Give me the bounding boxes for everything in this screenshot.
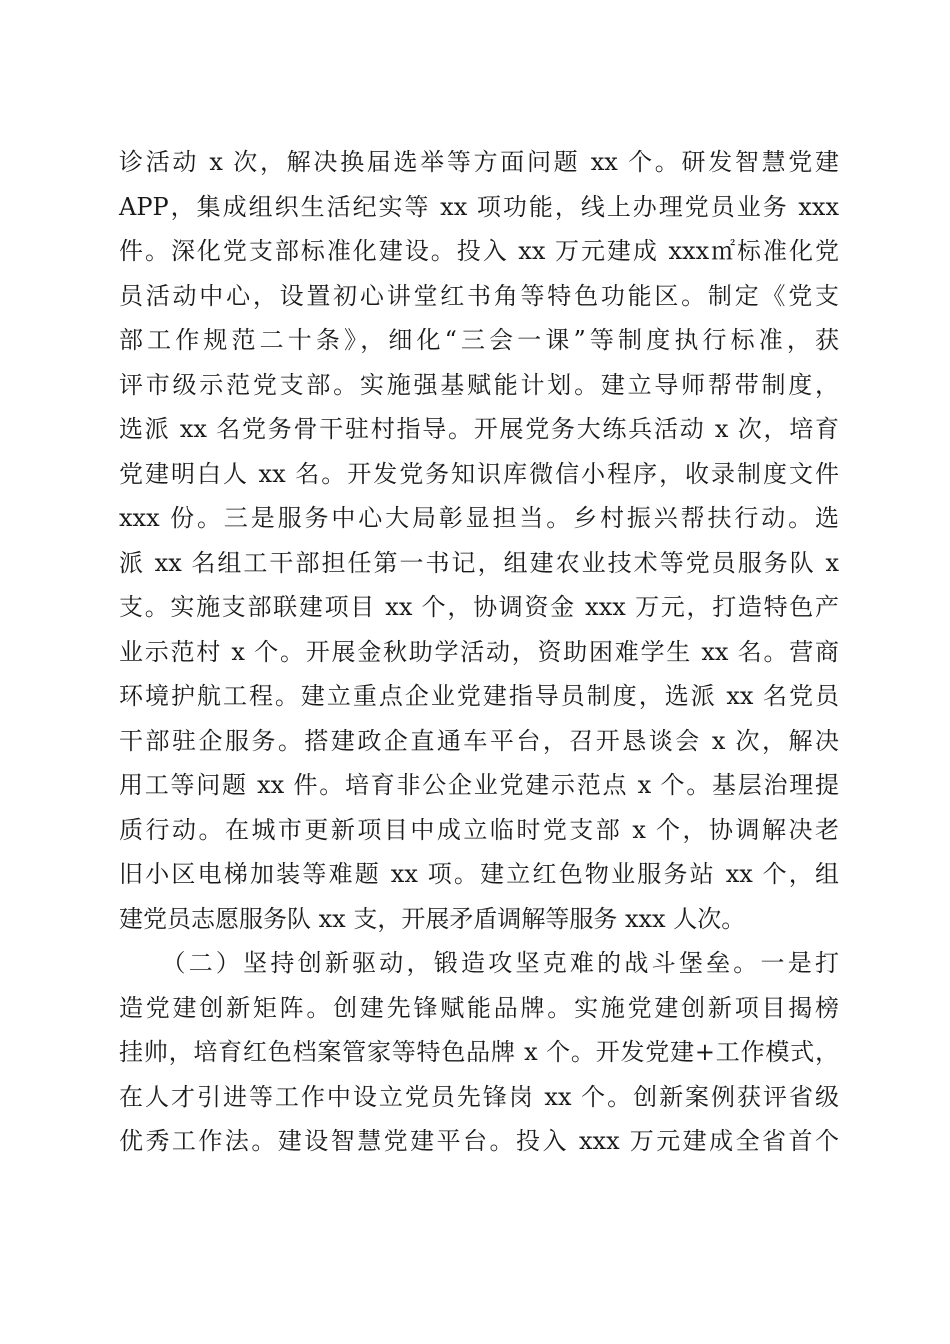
text-line: 优秀工作法。建设智慧党建平台。投入 xxx 万元建成全省首个 — [119, 1127, 839, 1155]
text-line: 用工等问题 xx 件。培育非公企业党建示范点 x 个。基层治理提 — [119, 771, 839, 799]
text-line: 造党建创新矩阵。创建先锋赋能品牌。实施党建创新项目揭榜 — [119, 993, 839, 1022]
text-line: 环境护航工程。建立重点企业党建指导员制度，选派 xx 名党员 — [119, 682, 839, 710]
paragraph-1 — [119, 140, 839, 941]
text-line: APP，集成组织生活纪实等 xx 项功能，线上办理党员业务 xxx — [119, 192, 839, 221]
text-line: xxx 份。三是服务中心大局彰显担当。乡村振兴帮扶行动。选 — [119, 504, 839, 532]
text-line: 党建明白人 xx 名。开发党务知识库微信小程序，收录制度文件 — [119, 459, 839, 488]
text-line: 旧小区电梯加装等难题 xx 项。建立红色物业服务站 xx 个，组 — [119, 860, 839, 888]
text-line: 挂帅，培育红色档案管家等特色品牌 x 个。开发党建+工作模式， — [119, 1038, 839, 1066]
text-line: （二）坚持创新驱动，锻造攻坚克难的战斗堡垒。一是打 — [119, 949, 839, 977]
text-line: 员活动中心，设置初心讲堂红书角等特色功能区。制定《党支 — [119, 281, 839, 310]
text-line: 干部驻企服务。搭建政企直通车平台，召开恳谈会 x 次，解决 — [119, 726, 839, 755]
text-line: 业示范村 x 个。开展金秋助学活动，资助困难学生 xx 名。营商 — [119, 637, 839, 666]
text-line: 件。深化党支部标准化建设。投入 xx 万元建成 xxx㎡标准化党 — [119, 237, 839, 265]
text-line: 质行动。在城市更新项目中成立临时党支部 x 个，协调解决老 — [119, 815, 839, 844]
document-body — [119, 140, 839, 1164]
text-line: 派 xx 名组工干部担任第一书记，组建农业技术等党员服务队 x — [119, 548, 839, 577]
text-line: 支。实施支部联建项目 xx 个，协调资金 xxx 万元，打造特色产 — [119, 593, 839, 621]
text-line: 选派 xx 名党务骨干驻村指导。开展党务大练兵活动 x 次，培育 — [119, 415, 839, 443]
text-line: 评市级示范党支部。实施强基赋能计划。建立导师帮带制度， — [119, 370, 839, 399]
paragraph-2 — [119, 941, 839, 1164]
text-line: 部工作规范二十条》，细化“三会一课”等制度执行标准，获 — [119, 326, 839, 354]
text-line: 建党员志愿服务队 xx 支，开展矛盾调解等服务 xxx 人次。 — [119, 904, 746, 933]
text-line: 在人才引进等工作中设立党员先锋岗 xx 个。创新案例获评省级 — [119, 1082, 839, 1111]
text-line: 诊活动 x 次，解决换届选举等方面问题 xx 个。研发智慧党建 — [119, 148, 839, 176]
